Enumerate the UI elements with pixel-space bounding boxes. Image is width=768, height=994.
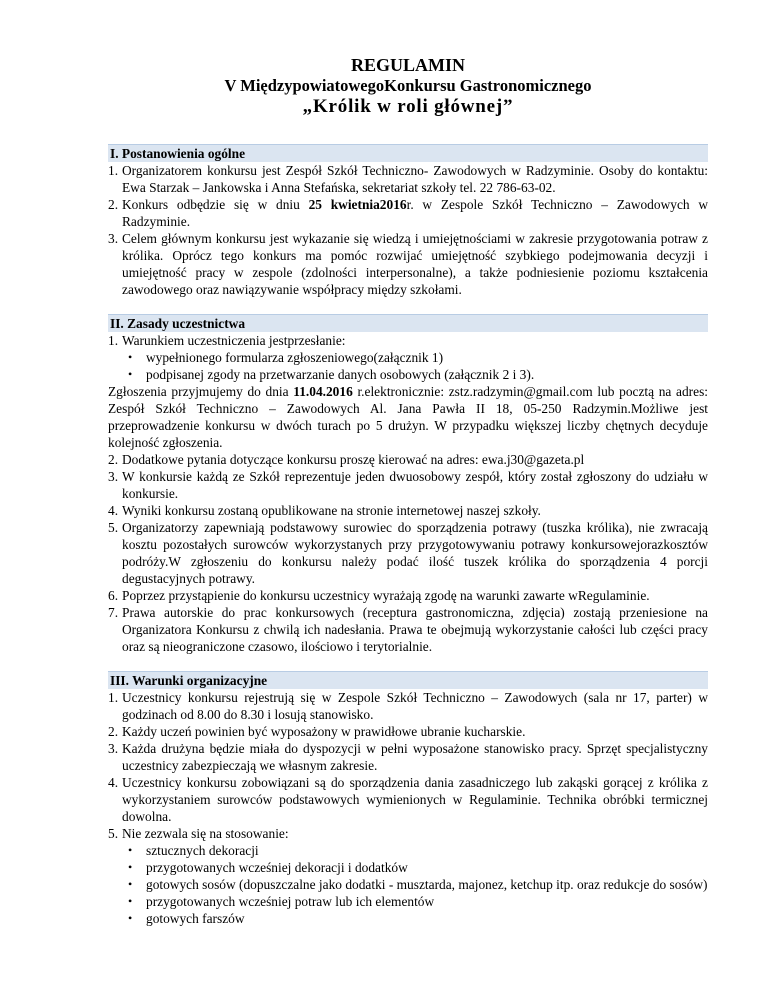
item-number: 1. [108,690,119,705]
bullet-item [108,349,708,366]
item-text: Uczestnicy konkursu zobowiązani są do sporządzenia dania zasadniczego lub zakąski gorącej z królika z wykorzystaniem surowców podstawowych wymienionych w Regulaminie. Technika obróbki termicznej dowolna. [122,775,708,824]
section-organization [108,671,708,927]
item-number: 3. [108,231,119,246]
bullet-text: wypełnionego formularza zgłoszeniowego(załącznik 1) [146,350,444,365]
item-text: Nie zezwala się na stosowanie: [122,826,289,841]
bullet-icon: • [128,350,133,364]
item-text: Każdy uczeń powinien być wyposażony w prawidłowe ubranie kucharskie. [122,724,526,739]
list-item [108,468,708,502]
item-text: Poprzez przystąpienie do konkursu uczestnicy wyrażają zgodę na warunki zawarte wRegulaminie. [122,588,650,603]
list-item [108,825,708,842]
list-item [108,740,708,774]
list-item [108,519,708,587]
item-number: 3. [108,469,119,484]
item-number: 6. [108,588,119,603]
bullet-text: gotowych sosów (dopuszczalne jako dodatki - musztarda, majonez, ketchup itp. oraz redukcje do sosów) [146,877,708,892]
document-motto: „Królik w roli głównej” [302,96,514,117]
item-number: 1. [108,163,119,178]
bullet-icon: • [128,877,133,891]
bullet-item [108,876,708,893]
item-text: Wyniki konkursu zostaną opublikowane na stronie internetowej naszej szkoły. [122,503,541,518]
contest-date: 25 kwietnia2016 [308,197,407,212]
bullet-item [108,910,708,927]
bullet-icon: • [128,367,133,381]
item-number: 4. [108,503,119,518]
bullet-icon: • [128,911,133,925]
bullet-text: podpisanej zgody na przetwarzanie danych osobowych (załącznik 2 i 3). [146,367,535,382]
bullet-text: gotowych farszów [146,911,245,926]
item-number: 5. [108,826,119,841]
bullet-item [108,366,708,383]
bullet-item [108,842,708,859]
item-number: 1. [108,333,119,348]
item-text: Uczestnicy konkursu rejestrują się w Zespole Szkół Techniczno – Zawodowych (sala nr 17, parter) w godzinach od 8.00 do 8.30 i losują stanowisko. [122,690,708,722]
application-paragraph: Zgłoszenia przyjmujemy do dnia 11.04.2016 r.elektronicznie: zstz.radzymin@gmail.com lub pocztą na adres: Zespół Szkół Techniczno – Zawodowych Al. Jana Pawła II 18, 05-250 Radzymin.Możliwe jest przeprowadzenie konkursu w dwóch turach po 5 drużyn. W przypadku większej liczby chętnych decyduje kolejność zgłoszenia. [108,384,709,450]
document-subtitle: V MiędzypowiatowegoKonkursu Gastronomicznego [224,76,592,95]
section-general [108,144,708,298]
bullet-icon: • [128,894,133,908]
bullet-item [108,859,708,876]
item-number: 4. [108,775,119,790]
bullet-text: przygotowanych wcześniej dekoracji i dodatków [146,860,408,875]
bullet-item [108,893,708,910]
item-number: 7. [108,605,119,620]
item-text: Każda drużyna będzie miała do dyspozycji w pełni wyposażone stanowisko pracy. Sprzęt specjalistyczny uczestnicy zabezpieczają we własnym zakresie. [122,741,708,773]
section-heading: II. Zasady uczestnictwa [108,314,708,332]
deadline-date: 11.04.2016 [293,384,353,399]
list-item [108,162,708,196]
list-item [108,604,708,655]
item-text: Organizatorzy zapewniają podstawowy surowiec do sporządzenia potrawy (tuszka królika), nie zwracają kosztu pozostałych surowców wykorzystanych przy przygotowywaniu potrawy konkursowejorazkosztów podróży.W zgłoszeniu do konkursu należy podać ilość tuszek królika do sporządzenia 4 porcji degustacyjnych potrawy. [122,520,708,586]
item-text: Organizatorem konkursu jest Zespół Szkół Techniczno- Zawodowych w Radzyminie. Osoby do kontaktu: Ewa Starzak – Jankowska i Anna Stefańska, sekretariat szkoły tel. 22 786-63-02. [122,163,708,195]
item-number: 5. [108,520,119,535]
item-text: Konkurs odbędzie się w dniu 25 kwietnia2016r. w Zespole Szkół Techniczno – Zawodowych w Radzyminie. [122,197,708,229]
section-heading: III. Warunki organizacyjne [108,671,708,689]
list-item [108,502,708,519]
section-heading: I. Postanowienia ogólne [108,144,708,162]
list-item [108,230,708,298]
item-number: 3. [108,741,119,756]
list-item [108,774,708,825]
bullet-icon: • [128,843,133,857]
section-participation [108,314,708,655]
list-item [108,689,708,723]
item-text: Celem głównym konkursu jest wykazanie się wiedzą i umiejętnościami w zakresie przygotowania potraw z królika. Oprócz tego konkurs ma pomóc rozwijać umiejętność szybkiego podejmowania decyzji i umiejętność pracy w zespole (zdolności interpersonalne), a także podniesienie poziomu kształcenia zawodowego oraz nawiązywanie współpracy między szkołami. [122,231,708,297]
item-text: Warunkiem uczestniczenia jestprzesłanie: [122,333,346,348]
item-text: Dodatkowe pytania dotyczące konkursu proszę kierować na adres: ewa.j30@gazeta.pl [122,452,585,467]
document-title: REGULAMIN [350,55,465,75]
bullet-text: przygotowanych wcześniej potraw lub ich elementów [146,894,435,909]
list-item [108,723,708,740]
item-number: 2. [108,452,119,467]
document-body [108,44,708,927]
list-item [108,196,708,230]
item-number: 2. [108,724,119,739]
bullet-text: sztucznych dekoracji [146,843,259,858]
bullet-icon: • [128,860,133,874]
item-number: 2. [108,197,119,212]
list-item [108,587,708,604]
list-item [108,451,708,468]
item-text: Prawa autorskie do prac konkursowych (receptura gastronomiczna, zdjęcia) zostają przeniesione na Organizatora Konkursu z chwilą ich nadesłania. Prawa te obejmują wykorzystanie całości lub części pracy oraz są nieograniczone czasowo, ilościowo i terytorialnie. [122,605,708,654]
list-item [108,332,708,349]
item-text: W konkursie każdą ze Szkół reprezentuje jeden dwuosobowy zespół, który został zgłoszony do udziału w konkursie. [122,469,708,501]
